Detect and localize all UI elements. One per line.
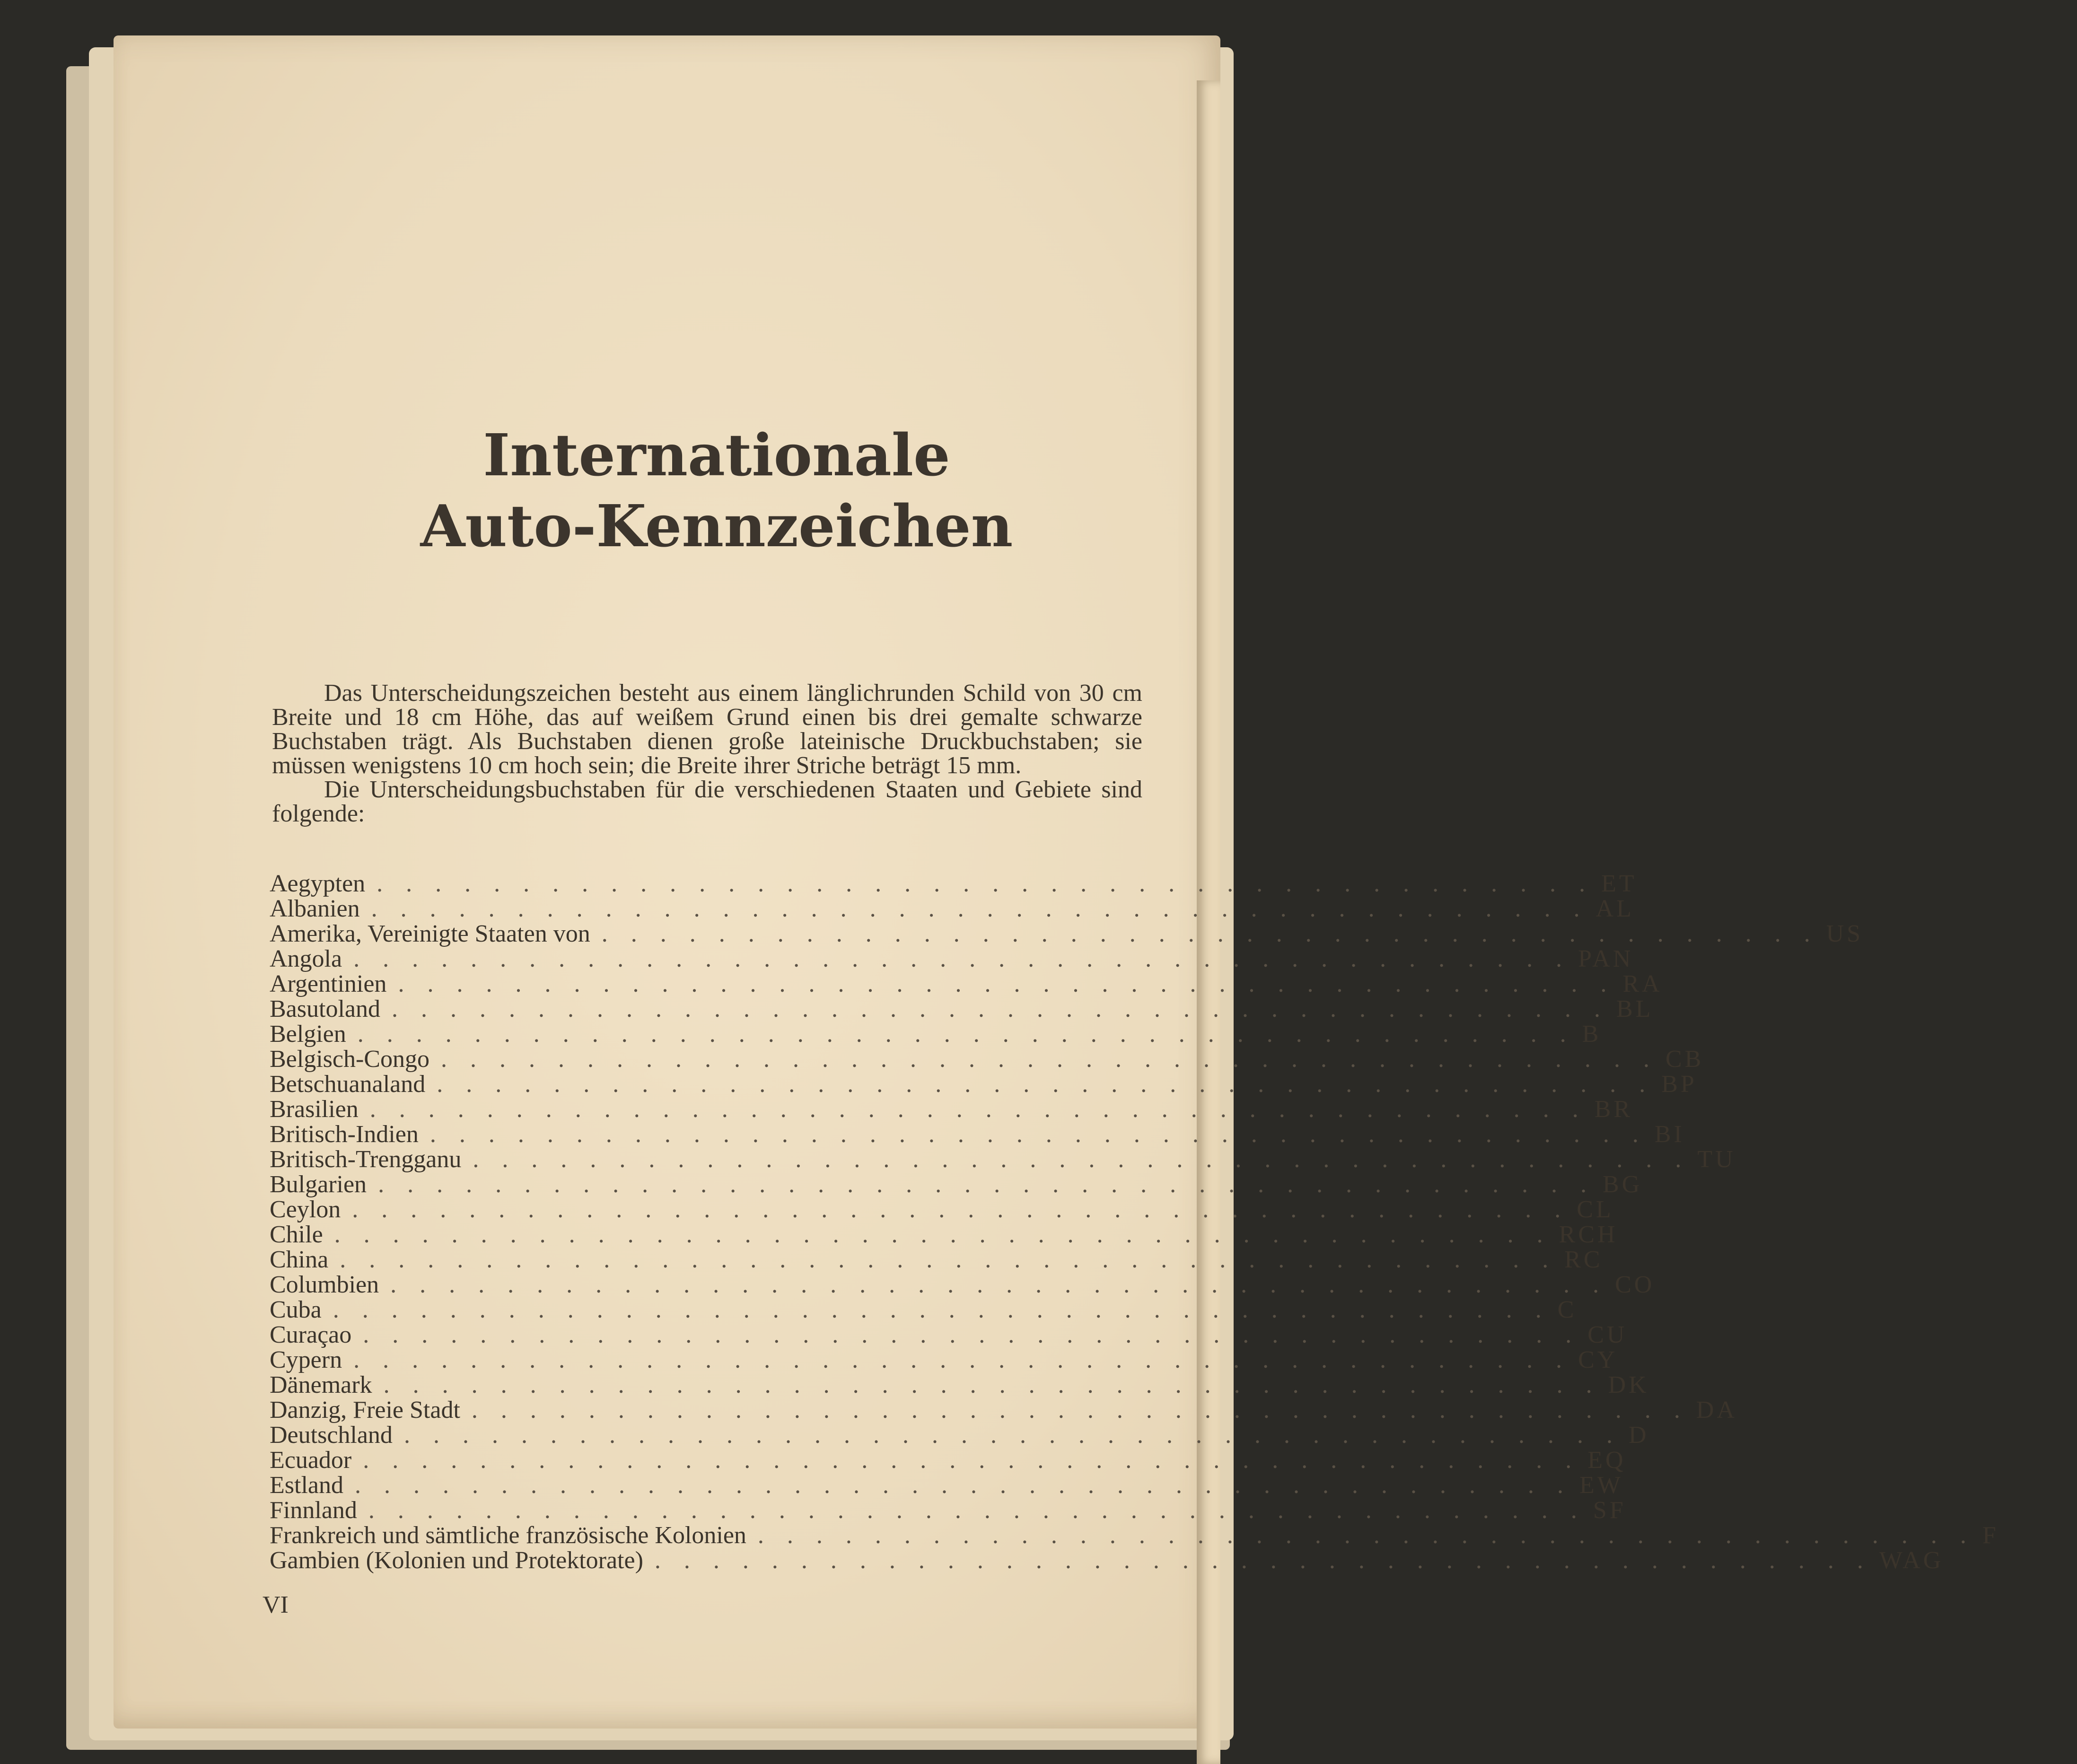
country-name: Dänemark [270, 1371, 372, 1398]
list-item [270, 1146, 1736, 1173]
dot-leader: . . . . . . . . . . . . . . . . . . . . . . . . . . . . . . . . . . . . . . . . . . [383, 1371, 1601, 1398]
country-name: Gambien (Kolonien und Protektorate) [270, 1547, 643, 1574]
dot-leader: . . . . . . . . . . . . . . . . . . . . . . . . . . . . . . . . . . . . . . . . . . [757, 1522, 1975, 1549]
dot-leader: . . . . . . . . . . . . . . . . . . . . . . . . . . . . . . . . . . . . . . . . . . [398, 970, 1615, 997]
country-code: B [1582, 1021, 1602, 1048]
list-item [270, 1547, 1944, 1574]
list-item [270, 1171, 1643, 1198]
country-code: CL [1577, 1196, 1614, 1223]
country-code: BP [1661, 1071, 1697, 1098]
list-item [270, 1271, 1655, 1298]
list-item [270, 1246, 1603, 1273]
country-name: Ceylon [270, 1196, 341, 1223]
list-item [270, 895, 1634, 922]
country-code: US [1826, 920, 1864, 947]
list-item [270, 1371, 1649, 1398]
list-item [270, 1472, 1623, 1499]
dot-leader: . . . . . . . . . . . . . . . . . . . . . . . . . . . . . . . . . . . . . . . . . . [334, 1221, 1551, 1248]
dot-leader: . . . . . . . . . . . . . . . . . . . . . . . . . . . . . . . . . . . . . . . . . . [437, 1071, 1654, 1098]
country-code: CU [1587, 1321, 1628, 1348]
dot-leader: . . . . . . . . . . . . . . . . . . . . . . . . . . . . . . . . . . . . . . . . . . [352, 1196, 1569, 1223]
intro-text [272, 681, 1142, 826]
list-item [270, 1046, 1704, 1073]
list-item [270, 1522, 1999, 1549]
dot-leader: . . . . . . . . . . . . . . . . . . . . . . . . . . . . . . . . . . . . . . . . . . [391, 996, 1609, 1022]
country-code: DK [1608, 1371, 1649, 1398]
country-code: WAG [1879, 1547, 1944, 1574]
dot-leader: . . . . . . . . . . . . . . . . . . . . . . . . . . . . . . . . . . . . . . . . . . [403, 1422, 1621, 1449]
dot-leader: . . . . . . . . . . . . . . . . . . . . . . . . . . . . . . . . . . . . . . . . . . [357, 1021, 1575, 1048]
dot-leader: . . . . . . . . . . . . . . . . . . . . . . . . . . . . . . . . . . . . . . . . . . [354, 1472, 1572, 1499]
country-name: Brasilien [270, 1096, 359, 1123]
intro-paragraph: Die Unterscheidungsbuchstaben für die verschiedenen Staaten und Gebiete sind folgende: [272, 776, 1142, 827]
page-title-line2: Auto-Kennzeichen [420, 492, 1013, 560]
country-code: EQ [1587, 1447, 1626, 1474]
country-name: Ecuador [270, 1447, 352, 1474]
list-item [270, 1422, 1649, 1449]
country-code: EW [1579, 1472, 1623, 1499]
country-name: Belgien [270, 1021, 346, 1048]
list-item [270, 1221, 1618, 1248]
country-name: Bulgarien [270, 1171, 367, 1198]
country-name: Curaçao [270, 1321, 352, 1348]
country-code: BI [1654, 1121, 1685, 1148]
dot-leader: . . . . . . . . . . . . . . . . . . . . . . . . . . . . . . . . . . . . . . . . . . [473, 1146, 1690, 1173]
list-item [270, 1397, 1738, 1423]
country-code: BG [1603, 1171, 1643, 1198]
dot-leader: . . . . . . . . . . . . . . . . . . . . . . . . . . . . . . . . . . . . . . . . . . [340, 1246, 1557, 1273]
country-name: Britisch-Trengganu [270, 1146, 462, 1173]
list-item [270, 1121, 1685, 1148]
list-item [270, 1096, 1633, 1123]
country-name: Britisch-Indien [270, 1121, 419, 1148]
dot-leader: . . . . . . . . . . . . . . . . . . . . . . . . . . . . . . . . . . . . . . . . . . [471, 1397, 1689, 1423]
country-code: PAN [1578, 945, 1634, 972]
dot-leader: . . . . . . . . . . . . . . . . . . . . . . . . . . . . . . . . . . . . . . . . . . [369, 1096, 1587, 1123]
dot-leader: . . . . . . . . . . . . . . . . . . . . . . . . . . . . . . . . . . . . . . . . . . [654, 1547, 1872, 1574]
country-name: Argentinien [270, 970, 387, 997]
list-item [270, 1071, 1697, 1098]
intro-paragraph: Das Unterscheidungszeichen besteht aus einem länglichrunden Schild von 30 cm Breite und 18 cm Höhe, das auf weißem Grund einen bis drei gemalte schwarze Buchstaben trägt. Als Buchstaben dienen große lateinische Druckbuchstaben; sie müssen wenigstens 10 cm hoch sein; die Breite ihrer Striche beträgt 15 mm. [272, 680, 1142, 779]
country-code: BR [1594, 1096, 1633, 1123]
country-name: Amerika, Vereinigte Staaten von [270, 920, 590, 947]
country-name: China [270, 1246, 329, 1273]
country-code: F [1982, 1522, 1999, 1549]
page-number: VI [263, 1591, 289, 1618]
dot-leader: . . . . . . . . . . . . . . . . . . . . . . . . . . . . . . . . . . . . . . . . . . [353, 945, 1571, 972]
country-name: Frankreich und sämtliche französische Kolonien [270, 1522, 746, 1549]
list-item [270, 1321, 1628, 1348]
country-code: ET [1601, 870, 1637, 897]
country-code: BL [1616, 996, 1654, 1022]
country-code: SF [1593, 1497, 1626, 1524]
dot-leader: . . . . . . . . . . . . . . . . . . . . . . . . . . . . . . . . . . . . . . . . . . [601, 920, 1819, 947]
dot-leader: . . . . . . . . . . . . . . . . . . . . . . . . . . . . . . . . . . . . . . . . . . [390, 1271, 1608, 1298]
country-code: RCH [1559, 1221, 1618, 1248]
country-code: CO [1615, 1271, 1655, 1298]
country-name: Cypern [270, 1346, 342, 1373]
country-name: Columbien [270, 1271, 379, 1298]
country-name: Albanien [270, 895, 360, 922]
country-code: TU [1697, 1146, 1736, 1173]
list-item [270, 1497, 1626, 1524]
list-item [270, 870, 1637, 897]
list-item [270, 996, 1654, 1022]
country-code: RC [1564, 1246, 1603, 1273]
country-name: Chile [270, 1221, 323, 1248]
country-name: Belgisch-Congo [270, 1046, 429, 1073]
list-item [270, 970, 1663, 997]
dot-leader: . . . . . . . . . . . . . . . . . . . . . . . . . . . . . . . . . . . . . . . . . . [440, 1046, 1658, 1073]
country-name: Danzig, Freie Stadt [270, 1397, 460, 1423]
country-name: Angola [270, 945, 342, 972]
country-code: CB [1665, 1046, 1704, 1073]
country-code: C [1557, 1296, 1577, 1323]
dot-leader: . . . . . . . . . . . . . . . . . . . . . . . . . . . . . . . . . . . . . . . . . . [377, 870, 1594, 897]
dot-leader: . . . . . . . . . . . . . . . . . . . . . . . . . . . . . . . . . . . . . . . . . . [378, 1171, 1595, 1198]
dot-leader: . . . . . . . . . . . . . . . . . . . . . . . . . . . . . . . . . . . . . . . . . . [333, 1296, 1550, 1323]
dot-leader: . . . . . . . . . . . . . . . . . . . . . . . . . . . . . . . . . . . . . . . . . . [363, 1447, 1580, 1474]
country-code: RA [1622, 970, 1663, 997]
country-name: Cuba [270, 1296, 322, 1323]
country-code: CY [1578, 1346, 1618, 1373]
country-name: Finnland [270, 1497, 357, 1524]
country-code: AL [1595, 895, 1634, 922]
dot-leader: . . . . . . . . . . . . . . . . . . . . . . . . . . . . . . . . . . . . . . . . . . [429, 1121, 1647, 1148]
list-item [270, 1021, 1602, 1048]
country-name: Basutoland [270, 996, 380, 1022]
dot-leader: . . . . . . . . . . . . . . . . . . . . . . . . . . . . . . . . . . . . . . . . . . [368, 1497, 1586, 1524]
country-code: DA [1696, 1397, 1738, 1423]
list-item [270, 1296, 1577, 1323]
dot-leader: . . . . . . . . . . . . . . . . . . . . . . . . . . . . . . . . . . . . . . . . . . [363, 1321, 1580, 1348]
country-name: Aegypten [270, 870, 366, 897]
country-name: Betschuanaland [270, 1071, 426, 1098]
country-code-list [270, 870, 1999, 1574]
list-item [270, 920, 1864, 947]
list-item [270, 1196, 1614, 1223]
list-item [270, 1447, 1626, 1474]
country-name: Deutschland [270, 1422, 393, 1449]
list-item [270, 945, 1634, 972]
country-name: Estland [270, 1472, 343, 1499]
list-item [270, 1346, 1618, 1373]
page-title-line1: Internationale [483, 421, 950, 489]
dot-leader: . . . . . . . . . . . . . . . . . . . . . . . . . . . . . . . . . . . . . . . . . . [371, 895, 1588, 922]
dot-leader: . . . . . . . . . . . . . . . . . . . . . . . . . . . . . . . . . . . . . . . . . . [353, 1346, 1571, 1373]
country-code: D [1628, 1422, 1649, 1449]
